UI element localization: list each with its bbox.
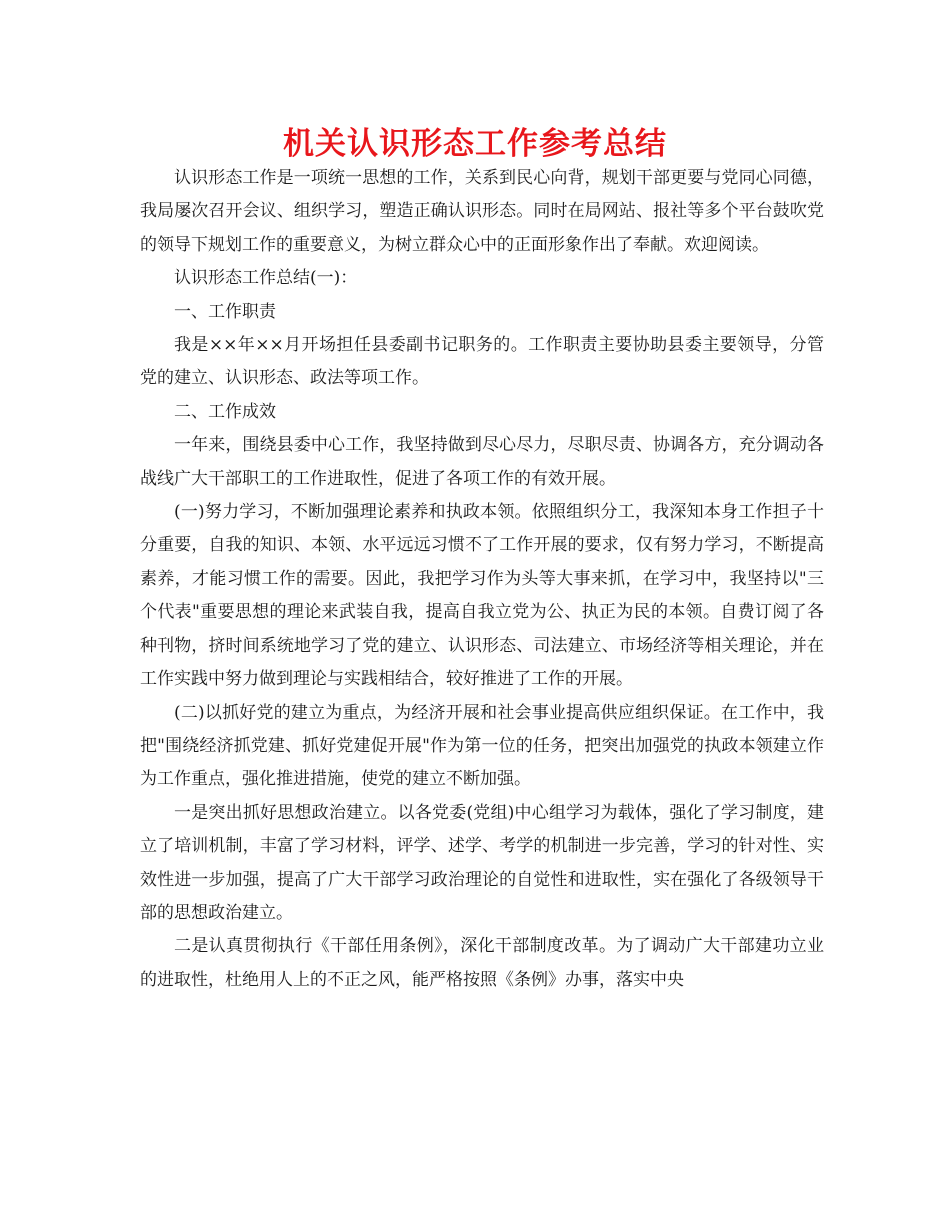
paragraph-intro: 认识形态工作是一项统一思想的工作，关系到民心向背，规划干部更要与党同心同德，我局屡次召开会议、组织学习，塑造正确认识形态。同时在局网站、报社等多个平台鼓吹党的领导下规划工作的重要意义，为树立群众心中的正面形象作出了奉献。欢迎阅读。 — [140, 168, 824, 255]
paragraph-summary-heading: 认识形态工作总结(一)： — [174, 268, 358, 289]
paragraph-ideology: 一是突出抓好思想政治建立。以各党委(党组)中心组学习为载体，强化了学习制度，建立了培训机制，丰富了学习材料，评学、述学、考学的机制进一步完善，学习的针对性、实效性进一步加强，提高了广大干部学习政治理论的自觉性和进取性，实在强化了各级领导干部的思想政治建立。 — [140, 802, 824, 923]
document-title: 机关认识形态工作参考总结 — [283, 126, 667, 162]
paragraph-results-overview: 一年来，围绕县委中心工作，我坚持做到尽心尽力，尽职尽责、协调各方，充分调动各战线广大干部职工的工作进取性，促进了各项工作的有效开展。 — [140, 435, 824, 489]
paragraph-cadre-reform: 二是认真贯彻执行《干部任用条例》，深化干部制度改革。为了调动广大干部建功立业的进取性，杜绝用人上的不正之风，能严格按照《条例》办事，落实中央 — [140, 936, 824, 990]
document-body — [140, 162, 824, 997]
paragraph-party-building: (二)以抓好党的建立为重点，为经济开展和社会事业提高供应组织保证。在工作中，我把"围绕经济抓党建、抓好党建促开展"作为第一位的任务，把突出加强党的执政本领建立作为工作重点，强化推进措施，使党的建立不断加强。 — [140, 702, 824, 790]
paragraph-duties: 我是××年××月开场担任县委副书记职务的。工作职责主要协助县委主要领导，分管党的建立、认识形态、政法等项工作。 — [140, 335, 824, 389]
paragraph-study: (一)努力学习，不断加强理论素养和执政本领。依照组织分工，我深知本身工作担子十分重要，自我的知识、本领、水平远远习惯不了工作开展的要求，仅有努力学习，不断提高素养，才能习惯工作的需要。因此，我把学习作为头等大事来抓，在学习中，我坚持以"三个代表"重要思想的理论来武装自我，提高自我立党为公、执正为民的本领。自费订阅了各种刊物，挤时间系统地学习了党的建立、认识形态、司法建立、市场经济等相关理论，并在工作实践中努力做到理论与实践相结合，较好推进了工作的开展。 — [140, 502, 824, 690]
section-heading-duties: 一、工作职责 — [174, 301, 276, 322]
section-heading-results: 二、工作成效 — [174, 401, 276, 422]
